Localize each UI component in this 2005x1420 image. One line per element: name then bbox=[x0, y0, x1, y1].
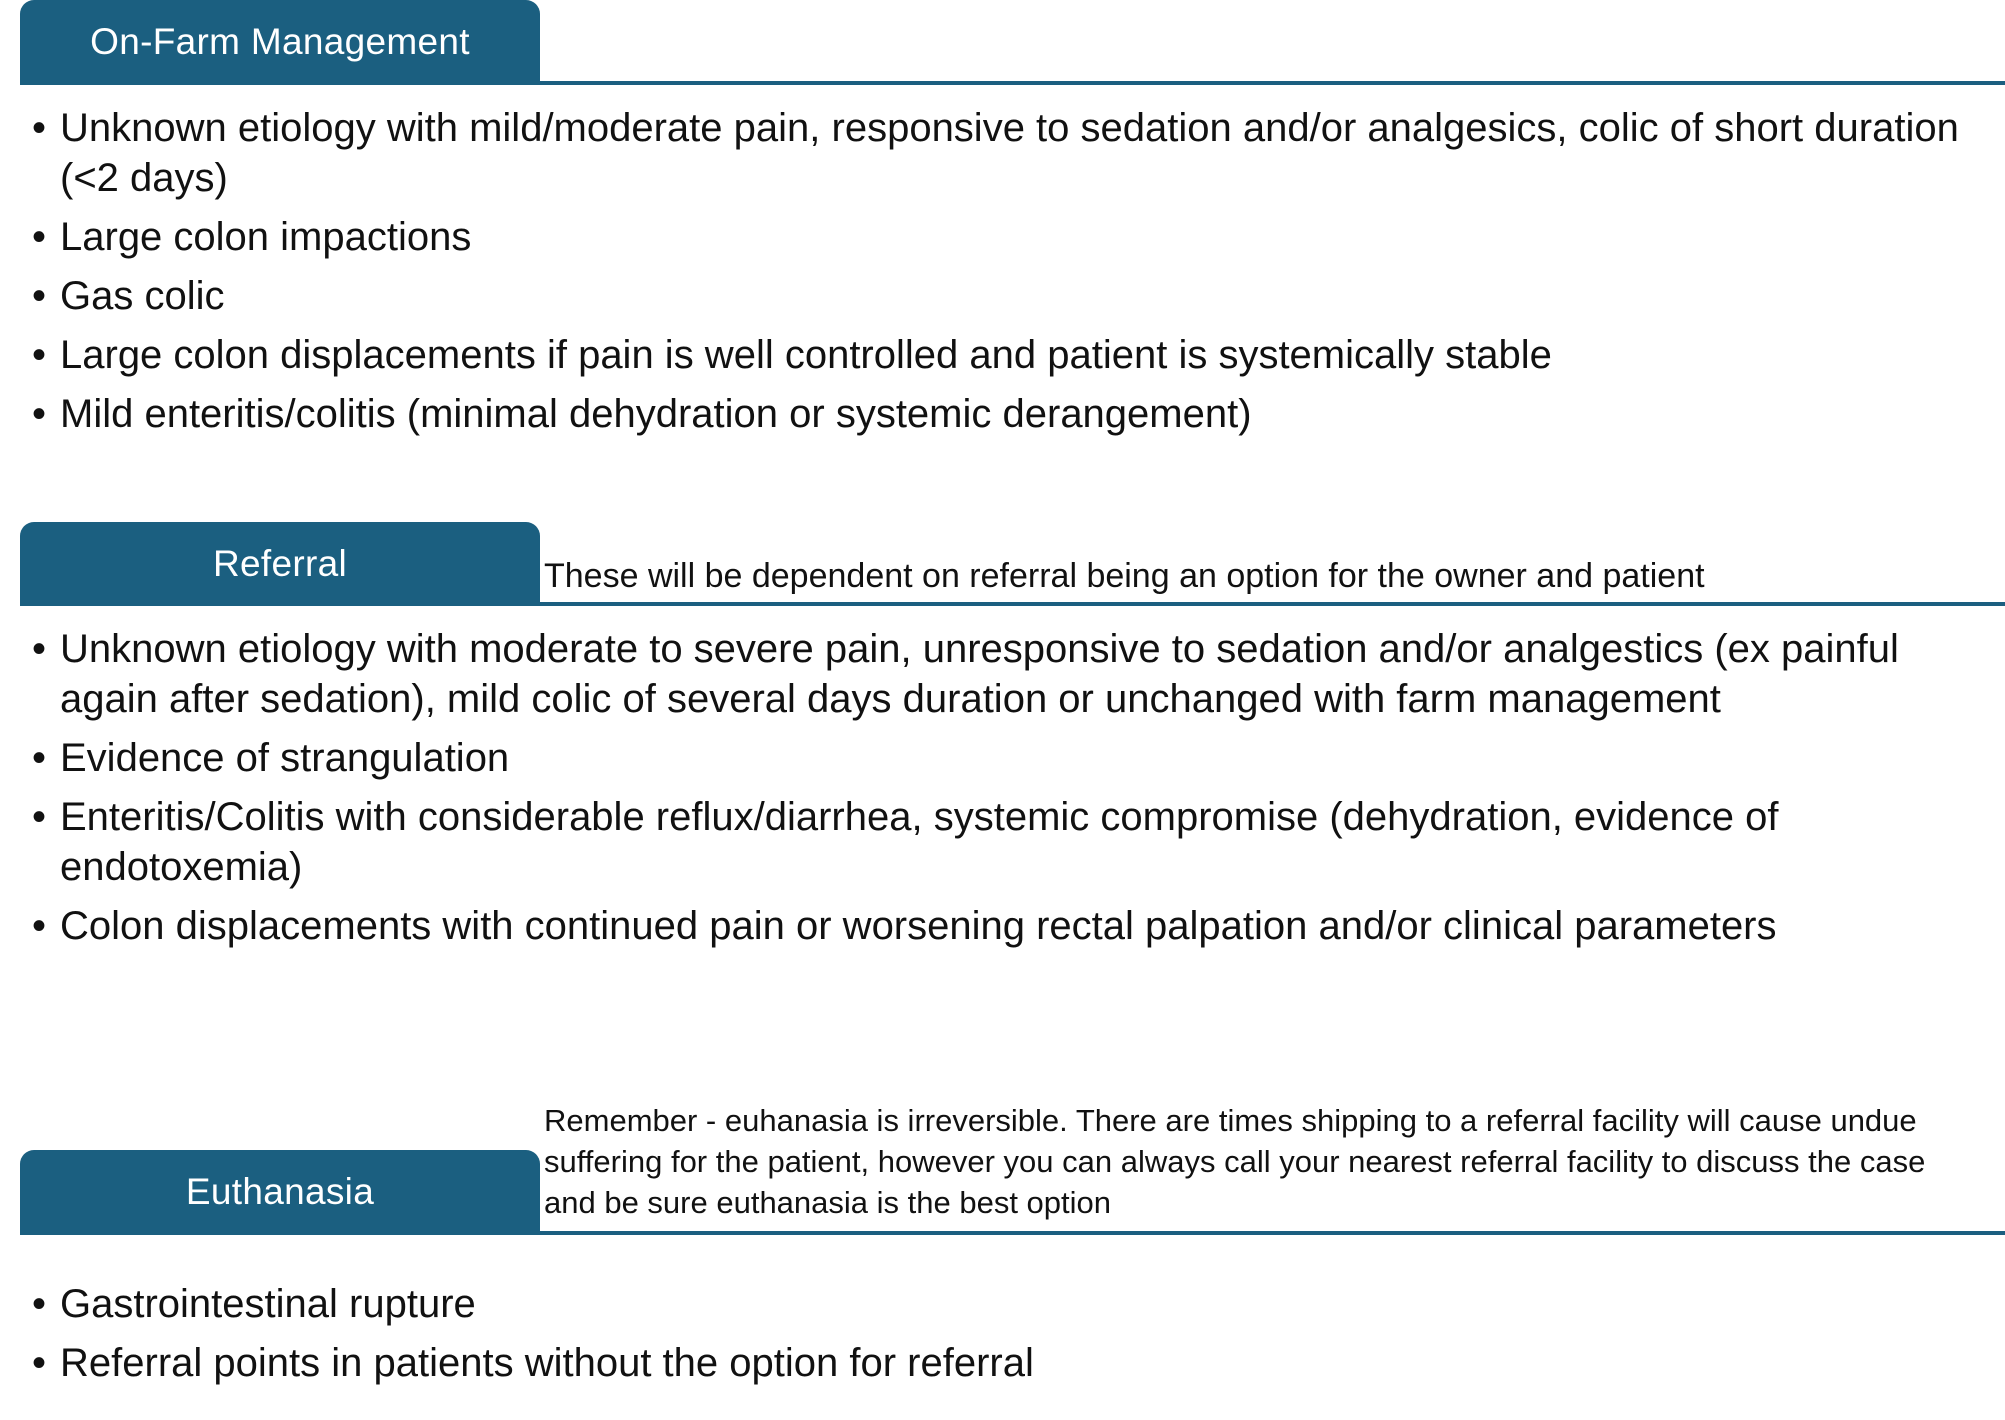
list-item bbox=[30, 1338, 1990, 1388]
list-item bbox=[30, 271, 1990, 321]
section-header-tab bbox=[20, 0, 540, 84]
section-referral bbox=[20, 522, 2005, 1062]
bullet-list bbox=[30, 1279, 1990, 1397]
list-item bbox=[30, 389, 1990, 439]
list-item-text: Large colon impactions bbox=[60, 215, 472, 259]
list-item-text: Unknown etiology with moderate to severe pain, unresponsive to sedation and/or analgestics (ex painful again after sedation), mild colic of several days duration or unchanged with farm management bbox=[60, 627, 1899, 721]
list-item bbox=[30, 330, 1990, 380]
list-item bbox=[30, 901, 1990, 951]
section-note: These will be dependent on referral being an option for the owner and patient bbox=[544, 557, 1705, 595]
list-item bbox=[30, 792, 1990, 892]
list-item-text: Evidence of strangulation bbox=[60, 736, 510, 780]
list-item-text: Colon displacements with continued pain or worsening rectal palpation and/or clinical parameters bbox=[60, 904, 1777, 948]
section-title: On-Farm Management bbox=[90, 21, 470, 62]
bullet-list bbox=[30, 624, 1990, 960]
section-divider bbox=[20, 1231, 2005, 1235]
list-item-text: Enteritis/Colitis with considerable reflux/diarrhea, systemic compromise (dehydration, evidence of endotoxemia) bbox=[60, 795, 1779, 889]
section-title: Euthanasia bbox=[185, 1171, 375, 1212]
section-euthanasia bbox=[20, 1100, 2005, 1420]
list-item-text: Mild enteritis/colitis (minimal dehydration or systemic derangement) bbox=[60, 392, 1252, 436]
list-item-text: Referral points in patients without the option for referral bbox=[60, 1341, 1034, 1385]
section-header-tab bbox=[20, 1150, 540, 1234]
list-item bbox=[30, 624, 1990, 724]
section-on-farm-management bbox=[20, 0, 2005, 440]
list-item-text: Unknown etiology with mild/moderate pain, responsive to sedation and/or analgesics, colic of short duration (<2 days) bbox=[60, 106, 1959, 200]
section-note: Remember - euhanasia is irreversible. There are times shipping to a referral facility will cause undue suffering for the patient, however you can always call your nearest referral facility to discuss the case and be sure euthanasia is the best option bbox=[544, 1103, 1926, 1220]
bullet-list bbox=[30, 103, 1990, 448]
section-divider bbox=[20, 602, 2005, 606]
list-item bbox=[30, 103, 1990, 203]
list-item-text: Gastrointestinal rupture bbox=[60, 1282, 476, 1326]
list-item bbox=[30, 1279, 1990, 1329]
section-divider bbox=[20, 81, 2005, 85]
list-item-text: Large colon displacements if pain is well controlled and patient is systemically stable bbox=[60, 333, 1552, 377]
list-item-text: Gas colic bbox=[60, 274, 225, 318]
section-title: Referral bbox=[213, 543, 347, 584]
list-item bbox=[30, 212, 1990, 262]
section-header-tab bbox=[20, 522, 540, 606]
list-item bbox=[30, 733, 1990, 783]
